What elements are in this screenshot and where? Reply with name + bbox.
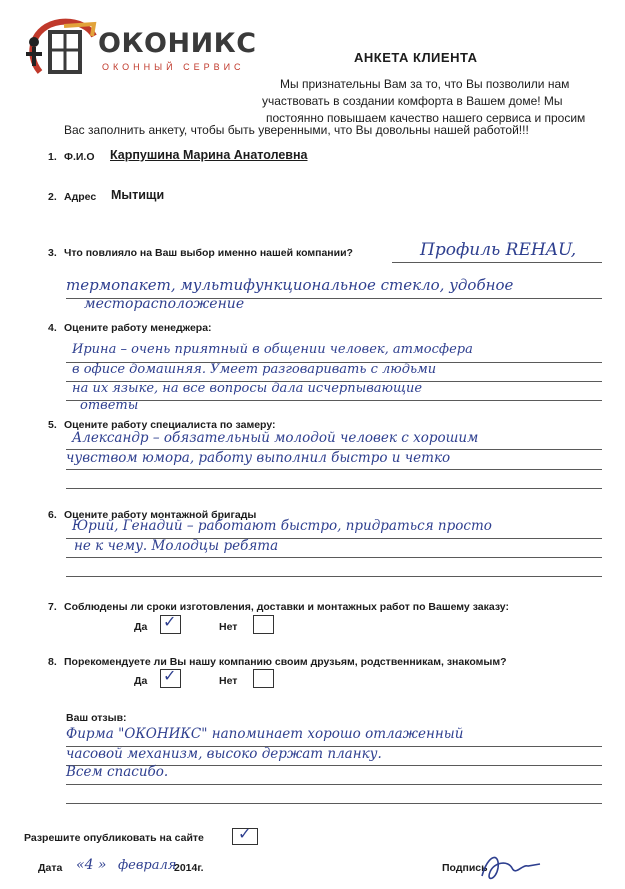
answer-6-line-1: Юрий, Генадий – работают быстро, придраться просто: [72, 518, 492, 534]
signature-label: Подпись: [442, 862, 488, 874]
date-label: Дата: [38, 862, 63, 874]
form-title: АНКЕТА КЛИЕНТА: [354, 50, 478, 65]
answer-6-line-2: не к чему. Молодцы ребята: [74, 538, 279, 554]
answer-line: [66, 469, 602, 470]
question-number: 5.: [48, 419, 57, 431]
answer-line: [66, 803, 602, 804]
answer-4-line-3: на их языке, на все вопросы дала исчерпывающие: [72, 381, 423, 396]
question-2: [48, 191, 96, 203]
answer-4-line-1: Ирина – очень приятный в общении человек, атмосфера: [72, 342, 473, 357]
no-checkbox[interactable]: [253, 669, 274, 688]
review-label: Ваш отзыв:: [66, 712, 127, 724]
date-day: «4 »: [76, 857, 107, 873]
question-label: Соблюдены ли сроки изготовления, доставки и монтажных работ по Вашему заказу:: [64, 601, 509, 613]
answer-line: [66, 784, 602, 785]
check-mark-icon: ✓: [163, 666, 177, 685]
answer-line: [66, 400, 602, 401]
client-name: Карпушина Марина Анатолевна: [110, 148, 308, 162]
review-line-1: Фирма "ОКОНИКС" напоминает хорошо отлаженный: [66, 726, 464, 742]
question-number: 2.: [48, 191, 57, 203]
check-mark-icon: ✓: [238, 824, 252, 843]
date-month: февраля: [118, 858, 177, 873]
question-number: 7.: [48, 601, 57, 613]
company-logo: [20, 14, 280, 84]
yes-label: Да: [134, 675, 148, 687]
intro-line-4: Вас заполнить анкету, чтобы быть уверенными, что Вы довольны нашей работой!!!: [64, 123, 529, 137]
question-label: Ф.И.О: [64, 151, 95, 163]
answer-5-line-2: чувством юмора, работу выполнил быстро и четко: [66, 450, 451, 466]
no-checkbox[interactable]: [253, 615, 274, 634]
question-number: 6.: [48, 509, 57, 521]
signature-mark: [478, 846, 548, 886]
yes-label: Да: [134, 621, 148, 633]
question-8: [48, 656, 507, 668]
intro-line-1: Мы признательны Вам за то, что Вы позволили нам: [280, 77, 570, 91]
question-number: 8.: [48, 656, 57, 668]
question-label: Адрес: [64, 191, 97, 203]
answer-4-line-4: ответы: [80, 398, 139, 413]
client-address: Мытищи: [111, 188, 165, 202]
answer-line: [392, 262, 602, 263]
no-label: Нет: [219, 675, 238, 687]
question-label: Оцените работу менеджера:: [64, 322, 212, 334]
logo-window-icon: [20, 14, 100, 84]
review-line-3: Всем спасибо.: [66, 764, 169, 780]
question-label: Порекомендуете ли Вы нашу компанию своим друзьям, родственникам, знакомым?: [64, 656, 507, 668]
question-number: 1.: [48, 151, 57, 163]
question-1: [48, 151, 95, 163]
logo-name: ОКОНИКС: [98, 28, 257, 59]
question-4: [48, 322, 212, 334]
answer-3-line-3: месторасположение: [84, 296, 245, 312]
question-label: Что повлияло на Ваш выбор именно нашей компании?: [64, 247, 353, 259]
question-3: [48, 247, 353, 259]
question-number: 3.: [48, 247, 57, 259]
answer-line: [66, 557, 602, 558]
date-year: 2014г.: [174, 862, 204, 874]
publish-label: Разрешите опубликовать на сайте: [24, 832, 204, 844]
question-label: Оцените работу монтажной бригады: [64, 509, 257, 521]
question-label: Оцените работу специалиста по замеру:: [64, 419, 276, 431]
intro-line-3: постоянно повышаем качество нашего сервиса и просим: [266, 111, 586, 125]
answer-5-line-1: Александр – обязательный молодой человек с хорошим: [72, 430, 479, 446]
check-mark-icon: ✓: [163, 612, 177, 631]
answer-line: [66, 488, 602, 489]
question-number: 4.: [48, 322, 57, 334]
intro-line-2: участвовать в создании комфорта в Вашем доме! Мы: [262, 94, 563, 108]
answer-3-line-2: термопакет, мультифункциональное стекло, удобное: [66, 276, 514, 294]
no-label: Нет: [219, 621, 238, 633]
review-line-2: часовой механизм, высоко держат планку.: [66, 746, 382, 762]
answer-3-line-1: Профиль REHAU,: [420, 240, 577, 260]
answer-4-line-2: в офисе домашняя. Умеет разговаривать с людьми: [72, 362, 437, 377]
question-7: [48, 601, 509, 613]
logo-tagline: ОКОННЫЙ СЕРВИС: [102, 62, 245, 72]
answer-line: [66, 576, 602, 577]
